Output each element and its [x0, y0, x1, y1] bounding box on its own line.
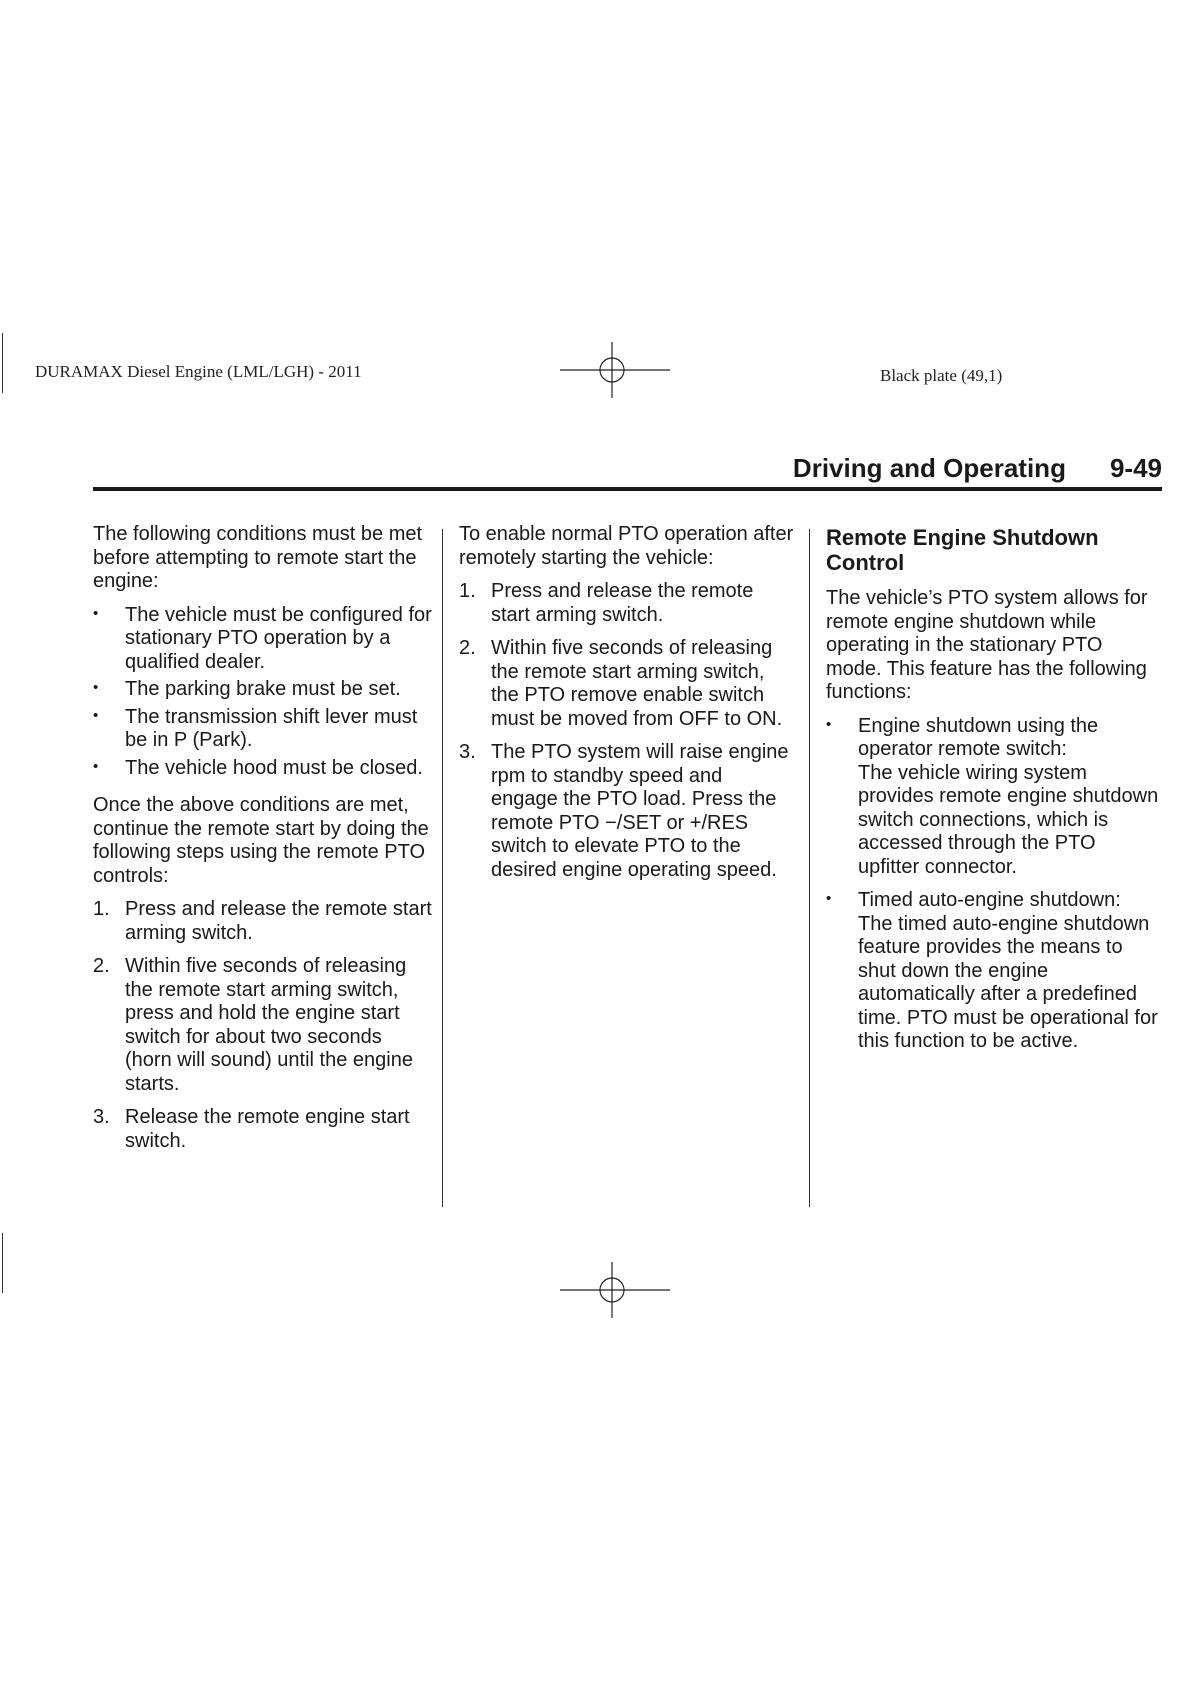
column-3: [826, 523, 1162, 1064]
remote-start-steps: [93, 898, 433, 1153]
list-item: • The parking brake must be set.: [93, 678, 401, 700]
crop-mark-top-left: [2, 333, 3, 393]
bullet-icon: •: [93, 706, 99, 724]
bullet-icon: •: [93, 604, 99, 622]
section-heading: Remote Engine Shutdown Control: [826, 525, 1099, 575]
column-divider-2: [809, 529, 810, 1207]
list-item: • Timed auto-engine shutdown: The timed auto-engine shutdown feature provides the means to shut down the engine automatically after a predefined time. PTO must be operational for this function to be active.: [826, 889, 1158, 1052]
list-item: • The transmission shift lever must be in P (Park).: [93, 705, 418, 751]
enable-pto-intro: To enable normal PTO operation after remotely starting the vehicle:: [459, 523, 794, 569]
list-item: 3. The PTO system will raise engine rpm to standby speed and engage the PTO load. Press the remote PTO −/SET or +/RES switch to elevate PTO to the desired engine operating speed.: [459, 741, 789, 881]
plate-info-right: Black plate (49,1): [880, 366, 1003, 385]
plate-info-left: DURAMAX Diesel Engine (LML/LGH) - 2011: [35, 362, 362, 381]
list-item: • Engine shutdown using the operator remote switch: The vehicle wiring system provides remote engine shutdown switch connections, which is accessed through the PTO upfitter connector.: [826, 714, 1159, 878]
list-item: 2. Within five seconds of releasing the remote start arming switch, the PTO remove enable switch must be moved from OFF to ON.: [459, 637, 783, 730]
bullet-icon: •: [93, 757, 99, 775]
bullet-icon: •: [93, 679, 99, 696]
bullet-icon: •: [826, 715, 832, 733]
bullet-icon: •: [826, 890, 832, 907]
list-item: 2. Within five seconds of releasing the remote start arming switch, press and hold the engine start switch for about two seconds (horn will sound) until the engine starts.: [93, 955, 413, 1095]
column-2: [459, 523, 794, 892]
shutdown-functions: [826, 715, 1162, 1054]
shutdown-intro: The vehicle’s PTO system allows for remote engine shutdown while operating in the stationary PTO mode. This feature has the following functions:: [826, 587, 1148, 703]
header-rule: [93, 487, 1162, 491]
column-divider-1: [442, 529, 443, 1207]
list-item: 1. Press and release the remote start arming switch.: [93, 898, 432, 944]
column-1: [93, 523, 433, 1163]
list-item: • The vehicle must be configured for stationary PTO operation by a qualified dealer.: [93, 603, 432, 673]
registration-mark-top: [560, 342, 670, 398]
conditions-list: [93, 604, 433, 781]
registration-mark-bottom: [560, 1262, 670, 1318]
list-item: • The vehicle hood must be closed.: [93, 756, 423, 779]
conditions-intro: The following conditions must be met before attempting to remote start the engine:: [93, 523, 423, 592]
steps-intro: Once the above conditions are met, continue the remote start by doing the following steps using the remote PTO controls:: [93, 794, 429, 887]
crop-mark-bottom-left: [2, 1233, 3, 1293]
list-item: 1. Press and release the remote start arming switch.: [459, 580, 754, 626]
enable-pto-steps: [459, 580, 794, 882]
page-header: [93, 453, 1162, 484]
page-number: 9-49: [1109, 453, 1162, 483]
list-item: 3. Release the remote engine start switch.: [93, 1106, 410, 1152]
section-title: Driving and Operating: [792, 453, 1066, 483]
